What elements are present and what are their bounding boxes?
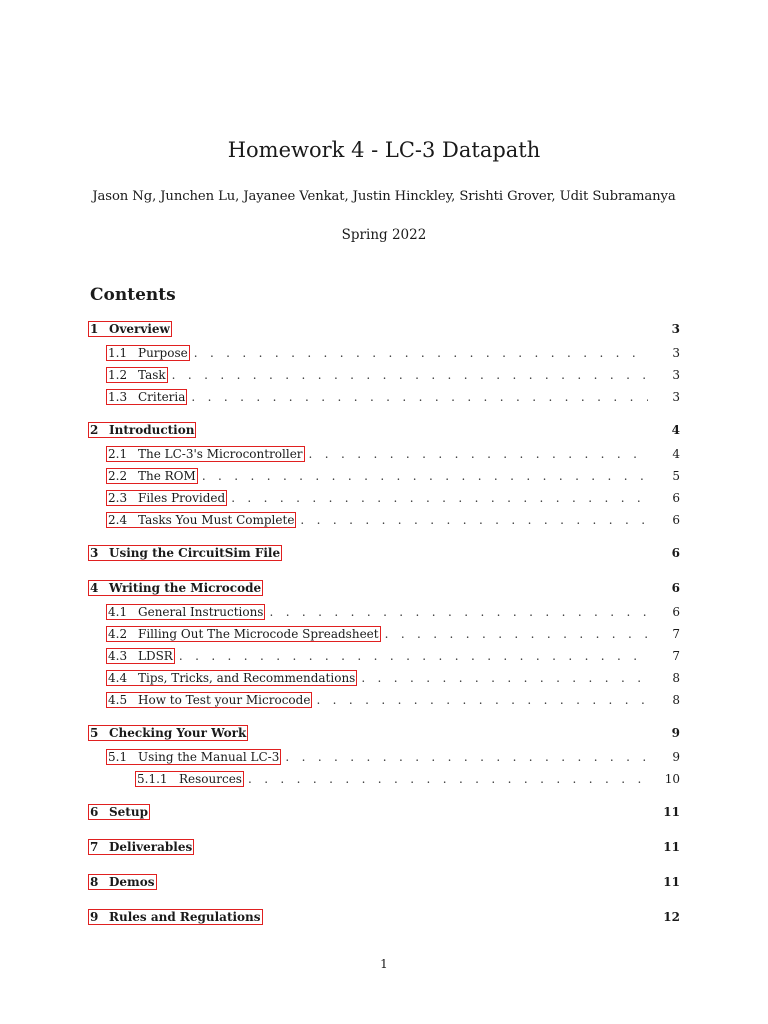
- toc-link[interactable]: [88, 422, 196, 438]
- toc-leader-dots: [172, 368, 648, 382]
- toc-number: 4.5: [108, 693, 128, 707]
- toc-link[interactable]: [88, 874, 157, 890]
- toc-leader-dots: [231, 491, 648, 505]
- toc-title: Files Provided: [138, 491, 226, 505]
- toc-page-number: 6: [671, 546, 680, 560]
- toc-leader-dots: [269, 605, 648, 619]
- toc-link[interactable]: [106, 749, 281, 765]
- toc-leader-dots: [248, 772, 648, 786]
- toc-entry: [88, 648, 680, 670]
- toc-page-number: 5: [672, 469, 680, 483]
- toc-title: Writing the Microcode: [109, 581, 262, 595]
- toc-entry: [88, 389, 680, 411]
- toc-number: 1.1: [108, 346, 128, 360]
- toc-link[interactable]: [106, 692, 312, 708]
- toc-number: 5: [90, 726, 99, 740]
- toc-number: 5.1: [108, 750, 128, 764]
- toc-page-number: 9: [671, 726, 680, 740]
- toc-number: 5.1.1: [137, 772, 168, 786]
- toc-title: Resources: [179, 772, 242, 786]
- toc-number: 4.4: [108, 671, 128, 685]
- toc-link[interactable]: [88, 545, 282, 561]
- toc-entry: [88, 345, 680, 367]
- toc-link[interactable]: [88, 804, 150, 820]
- toc-title: Using the Manual LC-3: [138, 750, 280, 764]
- toc-title: Overview: [109, 322, 170, 336]
- toc-entry: [88, 839, 680, 863]
- toc-title: Purpose: [138, 346, 188, 360]
- document-date: Spring 2022: [341, 227, 427, 243]
- toc-number: 7: [90, 840, 99, 854]
- toc-number: 2.2: [108, 469, 128, 483]
- document-title: Homework 4 - LC-3 Datapath: [227, 138, 541, 162]
- toc-title: Criteria: [138, 390, 186, 404]
- toc-title: How to Test your Microcode: [138, 693, 311, 707]
- toc-title: Tasks You Must Complete: [138, 513, 295, 527]
- toc-title: Introduction: [109, 423, 195, 437]
- authors-line: Jason Ng, Junchen Lu, Jayanee Venkat, Justin Hinckley, Srishti Grover, Udit Subramanya: [92, 189, 676, 204]
- toc-page-number: 8: [672, 671, 680, 685]
- toc-link[interactable]: [106, 345, 190, 361]
- toc-leader-dots: [300, 513, 648, 527]
- toc-page-number: 3: [672, 346, 680, 360]
- page-number: 1: [380, 957, 388, 971]
- toc-number: 3: [90, 546, 99, 560]
- toc-title: Using the CircuitSim File: [109, 546, 281, 560]
- toc-link[interactable]: [88, 725, 248, 741]
- toc-link[interactable]: [106, 446, 305, 462]
- toc-entry: [88, 692, 680, 714]
- contents-heading: Contents: [90, 285, 176, 305]
- table-of-contents: [88, 321, 680, 933]
- toc-page-number: 6: [672, 605, 680, 619]
- toc-link[interactable]: [106, 604, 265, 620]
- toc-page-number: 7: [672, 649, 680, 663]
- toc-title: The ROM: [138, 469, 196, 483]
- toc-title: Task: [138, 368, 166, 382]
- toc-entry: [88, 422, 680, 446]
- toc-page-number: 6: [672, 491, 680, 505]
- toc-link[interactable]: [106, 648, 175, 664]
- toc-link[interactable]: [106, 468, 198, 484]
- toc-entry: [88, 580, 680, 604]
- toc-page-number: 6: [672, 513, 680, 527]
- toc-page-number: 9: [672, 750, 680, 764]
- toc-link[interactable]: [106, 670, 357, 686]
- toc-entry: [88, 604, 680, 626]
- toc-entry: [88, 626, 680, 648]
- toc-number: 1.2: [108, 368, 128, 382]
- toc-title: LDSR: [138, 649, 173, 663]
- toc-entry: [88, 670, 680, 692]
- toc-link[interactable]: [106, 490, 227, 506]
- toc-title: Setup: [109, 805, 148, 819]
- toc-leader-dots: [194, 346, 648, 360]
- toc-leader-dots: [309, 447, 648, 461]
- toc-number: 6: [90, 805, 99, 819]
- toc-link[interactable]: [88, 839, 194, 855]
- toc-leader-dots: [285, 750, 648, 764]
- toc-number: 2.3: [108, 491, 128, 505]
- toc-leader-dots: [316, 693, 648, 707]
- toc-title: General Instructions: [138, 605, 264, 619]
- toc-page-number: 3: [672, 368, 680, 382]
- toc-link[interactable]: [106, 389, 187, 405]
- toc-entry: [88, 321, 680, 345]
- toc-entry: [88, 725, 680, 749]
- toc-entry: [88, 545, 680, 569]
- toc-page-number: 7: [672, 627, 680, 641]
- toc-leader-dots: [191, 390, 648, 404]
- toc-leader-dots: [361, 671, 648, 685]
- toc-number: 4.3: [108, 649, 128, 663]
- toc-page-number: 4: [671, 423, 680, 437]
- toc-leader-dots: [202, 469, 648, 483]
- toc-number: 2: [90, 423, 99, 437]
- toc-page-number: 6: [671, 581, 680, 595]
- toc-entry: [88, 446, 680, 468]
- toc-entry: [88, 874, 680, 898]
- toc-link[interactable]: [106, 367, 168, 383]
- toc-leader-dots: [179, 649, 648, 663]
- toc-page-number: 3: [672, 390, 680, 404]
- toc-title: Deliverables: [109, 840, 193, 854]
- toc-page-number: 11: [663, 875, 680, 889]
- toc-entry: [88, 771, 680, 793]
- toc-link[interactable]: [135, 771, 244, 787]
- toc-link[interactable]: [88, 321, 172, 337]
- toc-number: 2.4: [108, 513, 128, 527]
- toc-title: Checking Your Work: [109, 726, 247, 740]
- toc-number: 4: [90, 581, 99, 595]
- toc-entry: [88, 804, 680, 828]
- toc-title: The LC-3's Microcontroller: [138, 447, 303, 461]
- toc-number: 9: [90, 910, 99, 924]
- toc-entry: [88, 749, 680, 771]
- toc-page-number: 8: [672, 693, 680, 707]
- toc-number: 8: [90, 875, 99, 889]
- toc-title: Tips, Tricks, and Recommendations: [138, 671, 356, 685]
- toc-title: Rules and Regulations: [109, 910, 261, 924]
- toc-link[interactable]: [88, 580, 263, 596]
- toc-number: 4.2: [108, 627, 128, 641]
- toc-leader-dots: [385, 627, 648, 641]
- toc-link[interactable]: [88, 909, 263, 925]
- toc-page-number: 3: [671, 322, 680, 336]
- toc-title: Filling Out The Microcode Spreadsheet: [138, 627, 379, 641]
- toc-entry: [88, 468, 680, 490]
- toc-page-number: 4: [672, 447, 680, 461]
- toc-number: 1: [90, 322, 99, 336]
- toc-page-number: 12: [663, 910, 680, 924]
- toc-entry: [88, 367, 680, 389]
- toc-page-number: 11: [663, 805, 680, 819]
- toc-title: Demos: [109, 875, 155, 889]
- toc-number: 2.1: [108, 447, 128, 461]
- toc-entry: [88, 909, 680, 933]
- toc-entry: [88, 512, 680, 534]
- toc-link[interactable]: [106, 626, 381, 642]
- toc-page-number: 11: [663, 840, 680, 854]
- toc-link[interactable]: [106, 512, 296, 528]
- toc-number: 4.1: [108, 605, 128, 619]
- toc-number: 1.3: [108, 390, 128, 404]
- toc-entry: [88, 490, 680, 512]
- toc-page-number: 10: [664, 772, 680, 786]
